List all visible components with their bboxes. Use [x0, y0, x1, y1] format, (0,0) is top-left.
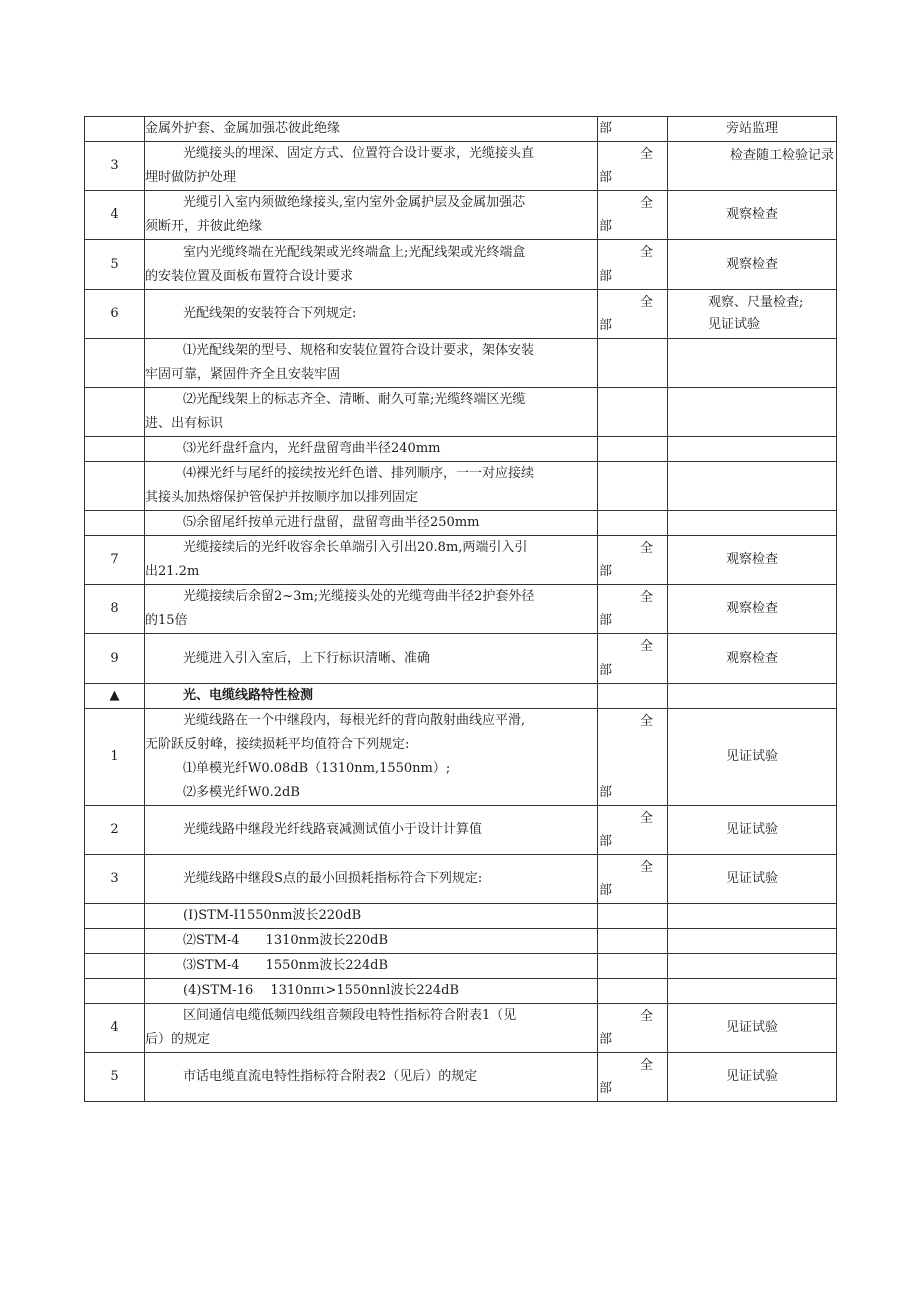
scope-text-bottom: 部	[599, 883, 613, 898]
inspection-table	[84, 116, 837, 1102]
scope-text-bottom: 部	[599, 785, 613, 800]
item-number	[85, 954, 145, 979]
description-line: ⑷裸光纤与尾纤的接续按光纤色谱、排列顺序，一一对应接续	[183, 466, 535, 481]
inspection-scope	[598, 855, 668, 904]
inspection-scope	[598, 979, 668, 1004]
item-description	[145, 929, 598, 954]
table-row	[85, 806, 837, 855]
inspection-method	[668, 904, 837, 929]
description-line: 光缆线路中继段光纤线路衰减测试值小于设计计算值	[183, 822, 483, 837]
description-line: 的15倍	[145, 613, 188, 628]
description-line: 光配线架的安装符合下列规定:	[183, 306, 357, 321]
item-description	[145, 117, 598, 142]
inspection-method	[668, 979, 837, 1004]
inspection-method	[668, 388, 837, 437]
inspection-method	[668, 437, 837, 462]
inspection-scope	[598, 904, 668, 929]
inspection-scope	[598, 191, 668, 240]
item-number: 4	[85, 1004, 145, 1053]
inspection-method: 检查随工检验记录	[668, 142, 837, 191]
item-description	[145, 240, 598, 290]
description-line: 光缆进入引入室后，上下行标识清晰、准确	[183, 650, 431, 666]
table-row	[85, 536, 837, 585]
inspection-method	[668, 684, 837, 709]
item-number	[85, 511, 145, 536]
description-line: 金属外护套、金属加强芯彼此绝缘	[145, 121, 341, 136]
scope-text-top: 全	[639, 245, 653, 260]
item-number	[85, 437, 145, 462]
inspection-method: 观察检查	[668, 191, 837, 240]
item-description	[145, 339, 598, 388]
inspection-method	[668, 339, 837, 388]
description-line: ⑵多模光纤W0.2dB	[183, 785, 300, 800]
item-description	[145, 806, 598, 855]
section-title	[145, 684, 598, 709]
item-description	[145, 1053, 598, 1102]
inspection-scope	[598, 634, 668, 684]
inspection-scope	[598, 709, 668, 806]
item-number: 5	[85, 1053, 145, 1102]
scope-text-top: 全	[639, 147, 653, 162]
description-line: (I)STM-I1550nm波长220dB	[183, 908, 362, 923]
scope-text-top: 全	[639, 714, 653, 729]
scope-text-bottom: 部	[599, 564, 613, 579]
inspection-method: 观察检查	[668, 536, 837, 585]
item-description	[145, 290, 598, 339]
method-line: 见证试验	[708, 317, 761, 332]
item-number: 6	[85, 290, 145, 339]
description-line: 其接头加热熔保护管保护并按顺序加以排列固定	[145, 490, 419, 505]
inspection-method: 观察检查	[668, 634, 837, 684]
item-description	[145, 585, 598, 634]
scope-text-top: 全	[639, 590, 653, 605]
description-line: (4)STM-16 1310nπι>1550nnl波长224dB	[183, 983, 460, 998]
item-number: 4	[85, 191, 145, 240]
description-line: ⑴单模光纤W0.08dB（1310nm,1550nm）;	[183, 761, 451, 776]
description-line: ⑶STM-4 1550nm波长224dB	[183, 958, 389, 973]
table-row	[85, 929, 837, 954]
inspection-method: 观察检查	[668, 240, 837, 290]
item-number	[85, 117, 145, 142]
item-description	[145, 954, 598, 979]
table-row	[85, 290, 837, 339]
item-number: 9	[85, 634, 145, 684]
item-description	[145, 142, 598, 191]
scope-text-bottom: 部	[599, 1032, 613, 1047]
inspection-method	[668, 954, 837, 979]
table-row	[85, 117, 837, 142]
scope-text-bottom: 部	[599, 1081, 613, 1096]
scope-text-top: 全	[639, 860, 653, 875]
inspection-scope	[598, 462, 668, 511]
inspection-scope	[598, 290, 668, 339]
scope-text-bottom: 部	[599, 834, 613, 849]
inspection-method: 见证试验	[668, 1004, 837, 1053]
inspection-method	[668, 511, 837, 536]
description-line: ⑴光配线架的型号、规格和安装位置符合设计要求，架体安装	[183, 343, 535, 358]
item-number: 1	[85, 709, 145, 806]
inspection-method: 见证试验	[668, 806, 837, 855]
scope-text-top: 全	[639, 811, 653, 826]
item-number	[85, 904, 145, 929]
inspection-method: 见证试验	[668, 709, 837, 806]
table-row	[85, 511, 837, 536]
table-row	[85, 142, 837, 191]
scope-text-bottom: 部	[599, 170, 613, 185]
description-line: 光缆线路在一个中继段内，每根光纤的背向散射曲线应平滑,	[183, 713, 526, 728]
scope-text-bottom: 部	[599, 318, 613, 333]
item-number: 3	[85, 142, 145, 191]
scope-text-bottom: 部	[599, 663, 613, 678]
description-line: 光缆引入室内须做绝缘接头,室内室外金属护层及金属加强芯	[183, 195, 526, 210]
item-description	[145, 904, 598, 929]
description-line: 光、电缆线路特性检测	[183, 688, 314, 703]
description-line: 室内光缆终端在光配线架或光终端盒上;光配线架或光终端盒	[183, 244, 526, 260]
item-description	[145, 191, 598, 240]
item-description	[145, 709, 598, 806]
description-line: 光缆接续后余留2~3m;光缆接头处的光缆弯曲半径2护套外径	[183, 589, 535, 604]
item-description	[145, 1004, 598, 1053]
scope-text-top: 全	[639, 639, 653, 654]
table-row	[85, 585, 837, 634]
item-number	[85, 339, 145, 388]
table-row	[85, 191, 837, 240]
inspection-scope	[598, 437, 668, 462]
scope-text-top: 全	[639, 1009, 653, 1024]
item-description	[145, 979, 598, 1004]
scope-text-bottom: 部	[599, 219, 613, 234]
inspection-scope	[598, 929, 668, 954]
item-description	[145, 437, 598, 462]
scope-text-bottom: 部	[599, 269, 613, 284]
inspection-method: 观察检查	[668, 585, 837, 634]
inspection-scope	[598, 117, 668, 142]
inspection-method: 旁站监理	[668, 117, 837, 142]
inspection-method	[668, 462, 837, 511]
item-description	[145, 536, 598, 585]
item-description	[145, 855, 598, 904]
table-row	[85, 339, 837, 388]
description-line: ⑸余留尾纤按单元进行盘留，盘留弯曲半径250mm	[183, 515, 480, 530]
description-line: 光缆接头的埋深、固定方式、位置符合设计要求，光缆接头直	[183, 146, 535, 161]
section-header-row	[85, 684, 837, 709]
item-number: 7	[85, 536, 145, 585]
inspection-scope	[598, 388, 668, 437]
inspection-scope	[598, 142, 668, 191]
item-number: 3	[85, 855, 145, 904]
description-line: 光缆接续后的光纤收容余长单端引入引出20.8m,两端引入引	[183, 540, 528, 555]
description-line: 光缆线路中继段S点的最小回损耗指标符合下列规定:	[183, 871, 483, 886]
item-number	[85, 929, 145, 954]
inspection-scope	[598, 806, 668, 855]
inspection-scope	[598, 585, 668, 634]
item-number	[85, 388, 145, 437]
scope-text-top: 全	[639, 1058, 653, 1073]
scope-text: 部	[599, 121, 613, 136]
description-line: ⑵STM-4 1310nm波长220dB	[183, 933, 389, 948]
inspection-scope	[598, 536, 668, 585]
item-description	[145, 388, 598, 437]
description-line: 埋时做防护处理	[145, 170, 237, 185]
item-description	[145, 462, 598, 511]
table-row	[85, 634, 837, 684]
description-line: 牢固可靠，紧固件齐全且安装牢固	[145, 367, 341, 382]
description-line: 无阶跃反射峰，接续损耗平均值符合下列规定:	[145, 737, 410, 752]
scope-text-bottom: 部	[599, 613, 613, 628]
method-line: 观察、尺量检查;	[708, 295, 804, 310]
inspection-scope	[598, 339, 668, 388]
table-row	[85, 954, 837, 979]
table-row	[85, 904, 837, 929]
table-row	[85, 437, 837, 462]
inspection-method	[668, 929, 837, 954]
inspection-scope	[598, 511, 668, 536]
table-row	[85, 240, 837, 290]
item-number	[85, 979, 145, 1004]
scope-text-top: 全	[639, 295, 653, 310]
table-row	[85, 462, 837, 511]
item-number: 5	[85, 240, 145, 290]
description-line: 市话电缆直流电特性指标符合附表2（见后）的规定	[183, 1069, 478, 1084]
description-line: ⑶光纤盘纤盒内，光纤盘留弯曲半径240mm	[183, 441, 441, 456]
scope-text-top: 全	[639, 196, 653, 211]
table-row	[85, 388, 837, 437]
description-line: ⑵光配线架上的标志齐全、清晰、耐久可靠;光缆终端区光缆	[183, 392, 526, 407]
inspection-method	[668, 290, 837, 339]
inspection-scope	[598, 1053, 668, 1102]
description-line: 后）的规定	[145, 1032, 211, 1047]
inspection-scope	[598, 684, 668, 709]
item-number: 2	[85, 806, 145, 855]
inspection-scope	[598, 954, 668, 979]
section-marker-triangle-icon: ▲	[85, 684, 145, 709]
item-description	[145, 634, 598, 684]
inspection-method: 见证试验	[668, 1053, 837, 1102]
description-line: 出21.2m	[145, 564, 200, 579]
inspection-scope	[598, 240, 668, 290]
item-description	[145, 511, 598, 536]
inspection-method: 见证试验	[668, 855, 837, 904]
table-row	[85, 1004, 837, 1053]
description-line: 进、出有标识	[145, 416, 224, 431]
description-line: 的安装位置及面板布置符合设计要求	[145, 268, 354, 284]
table-row	[85, 709, 837, 806]
table-row	[85, 855, 837, 904]
description-line: 须断开，并彼此绝缘	[145, 219, 263, 234]
scope-text-top: 全	[639, 541, 653, 556]
table-row	[85, 979, 837, 1004]
table-row	[85, 1053, 837, 1102]
description-line: 区间通信电缆低频四线组音频段电特性指标符合附表1（见	[183, 1008, 517, 1023]
inspection-scope	[598, 1004, 668, 1053]
item-number	[85, 462, 145, 511]
item-number: 8	[85, 585, 145, 634]
